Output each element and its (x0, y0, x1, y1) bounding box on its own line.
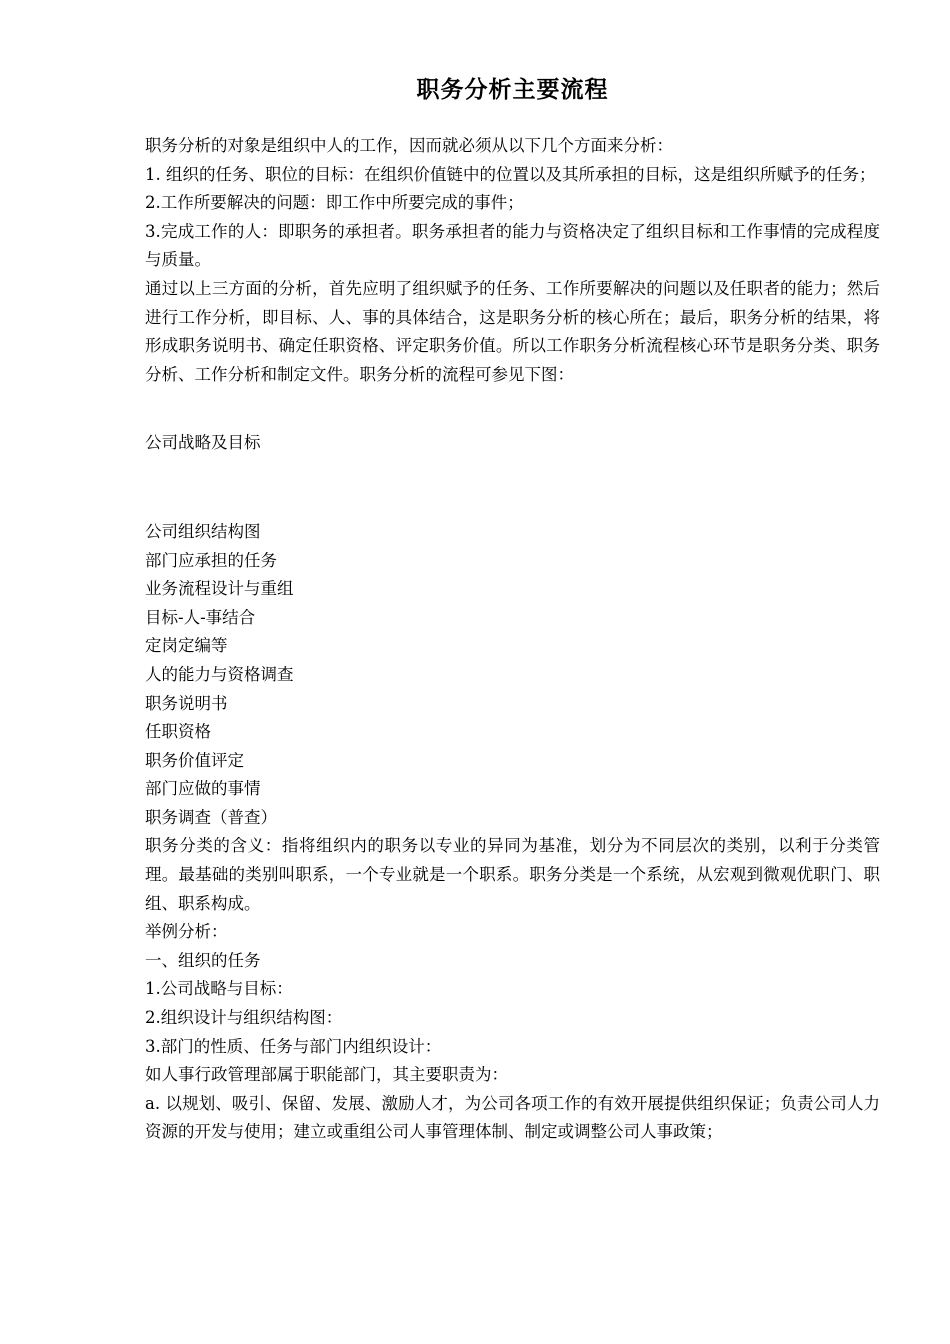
diagram-spacer (145, 458, 880, 518)
intro-paragraph: 职务分析的对象是组织中人的工作，因而就必须从以下几个方面来分析： (145, 136, 673, 155)
body-paragraph: 1.公司战略与目标： (145, 979, 293, 999)
intro-paragraph: 1. 组织的任务、职位的目标：在组织价值链中的位置以及其所承担的目标，这是组织所赋予的任务； (145, 164, 876, 184)
body-paragraph: 职务分类的含义：指将组织内的职务以专业的异同为基准，划分为不同层次的类别，以利于分类管理。最基础的类别叫职系，一个专业就是一个职系。职务分类是一个系统，从宏观到微观优职门、职组、职系构成。 (145, 836, 880, 913)
body-paragraph: 2.组织设计与组织结构图： (145, 1008, 343, 1028)
body-paragraph: a. 以规划、吸引、保留、发展、激励人才，为公司各项工作的有效开展提供组织保证；负责公司人力资源的开发与使用；建立或重组公司人事管理体制、制定或调整公司人事政策； (145, 1093, 880, 1142)
flow-item: 公司战略及目标 (145, 433, 261, 453)
flow-item: 职务调查（普查） (145, 807, 277, 827)
flow-item: 定岗定编等 (145, 636, 228, 656)
diagram-spacer (145, 389, 880, 429)
flow-item: 任职资格 (145, 722, 211, 742)
intro-paragraph: 3.完成工作的人：即职务的承担者。职务承担者的能力与资格决定了组织目标和工作事情的完成程度与质量。 (145, 221, 880, 270)
intro-paragraph: 通过以上三方面的分析，首先应明了组织赋予的任务、工作所要解决的问题以及任职者的能力；然后进行工作分析，即目标、人、事的具体结合，这是职务分析的核心所在；最后，职务分析的结果，将形成职务说明书、确定任职资格、评定职务价值。所以工作职务分析流程核心环节是职务分类、职务分析、工作分析和制定文件。职务分析的流程可参见下图： (145, 278, 880, 384)
flow-item: 人的能力与资格调查 (145, 664, 294, 684)
flow-item: 职务说明书 (145, 693, 228, 713)
flow-item: 目标-人-事结合 (145, 607, 256, 627)
intro-paragraph: 2.工作所要解决的问题：即工作中所要完成的事件； (145, 193, 524, 213)
flow-item: 部门应承担的任务 (145, 550, 277, 570)
body-paragraph: 3.部门的性质、任务与部门内组织设计： (145, 1036, 442, 1056)
document-page (145, 70, 880, 1147)
document-title: 职务分析主要流程 (416, 76, 609, 103)
section-heading: 一、组织的任务 (145, 950, 261, 970)
body-paragraph: 举例分析： (145, 922, 228, 942)
flow-item: 部门应做的事情 (145, 779, 261, 799)
body-paragraph: 如人事行政管理部属于职能部门，其主要职责为： (145, 1065, 508, 1085)
flow-item: 职务价值评定 (145, 750, 244, 770)
flow-item: 业务流程设计与重组 (145, 579, 294, 599)
flow-item: 公司组织结构图 (145, 521, 261, 541)
